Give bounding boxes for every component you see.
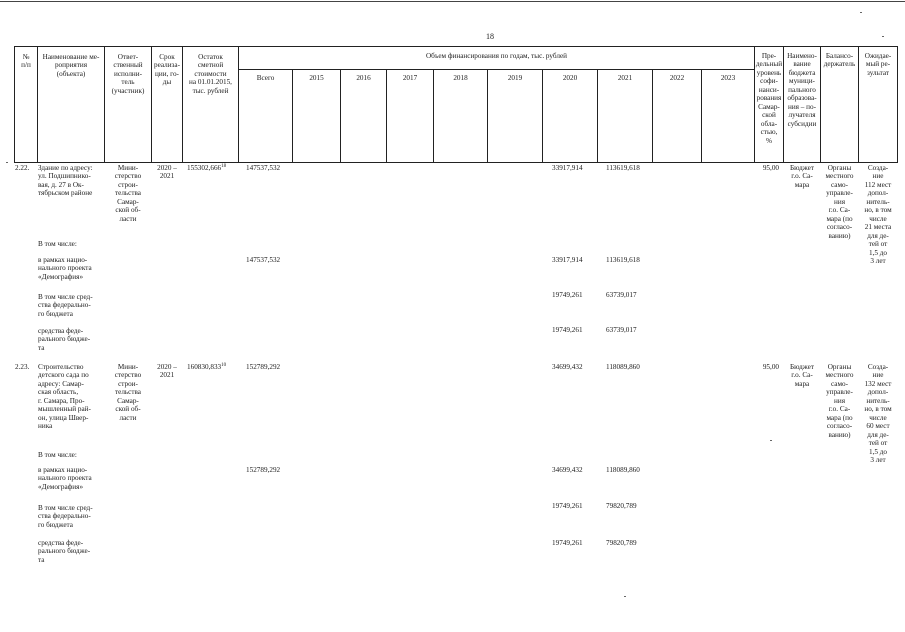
top-rule	[0, 1, 905, 2]
item-holder: Органы местного само- управле- ния г.о. Са- мара (по согласо- ванию)	[825, 363, 854, 439]
header-budget: Наимено- вание бюджета муници- пального образова- ния – по- лучателя субсидии	[787, 52, 817, 128]
scan-speck	[770, 440, 772, 441]
item-num: 2.22.	[15, 164, 30, 172]
sub-row-label: в рамках нацио- нального проекта «Демография»	[38, 256, 92, 281]
header-num: № п/п	[21, 53, 31, 70]
item-2021: 113619,618	[606, 164, 640, 172]
sub-row-total: 147537,532	[246, 256, 281, 264]
item-result: Созда- ние 112 мест допол- нитель- но, в том числе 21 места для де- тей от 1,5 до 3 лет	[864, 164, 892, 266]
sub-row-2020: 33917,914	[552, 256, 583, 264]
header-executor: Ответ- ственный исполни- тель (участник)	[111, 53, 145, 95]
header-result: Ожидае- мый ре- зультат	[864, 52, 892, 77]
item-budget: Бюджет г.о. Са- мара	[790, 363, 814, 388]
header-holder: Балансо- держатель	[823, 52, 856, 69]
item-term: 2020 – 2021	[157, 363, 177, 380]
item-term: 2020 – 2021	[157, 164, 177, 181]
sub-row-2020: 34699,432	[552, 466, 583, 474]
sub-row-2021: 63739,017	[606, 291, 637, 299]
item-total: 152789,292	[246, 363, 281, 371]
header-level: Пре- дельный уровень софи- нанси- рования Самар- ской обла- стью, %	[755, 52, 783, 145]
item-rest-footnote: 18	[221, 164, 227, 169]
item-name: Строительство детского сада по адресу: Самар- ская область, г. Самара, Про- мышленный рай- он, улица Швер- ника	[38, 363, 91, 431]
header-year-2020: 2020	[562, 74, 578, 82]
header-year-2016: 2016	[356, 74, 371, 82]
header-total: Всего	[256, 74, 275, 82]
header-rest: Остаток сметной стоимости на 01.01.2015, тыс. рублей	[189, 53, 232, 95]
sub-row-2021: 63739,017	[606, 326, 637, 334]
item-name: Здание по адресу: ул. Подшипнико- вая, д. 27 в Ок- тябрьском районе	[38, 164, 93, 198]
sub-row-label: средства феде- рального бюдже- та	[38, 327, 91, 352]
header-year-2015: 2015	[309, 74, 324, 82]
header-year-2021: 2021	[617, 74, 633, 82]
item-num: 2.23.	[15, 363, 30, 371]
scan-speck	[860, 12, 862, 13]
item-2021: 118089,860	[606, 363, 640, 371]
scan-speck	[624, 596, 626, 597]
item-executor: Мини- стерство строи- тельства Самар- ской об- ласти	[114, 164, 142, 223]
sub-row-2020: 19749,261	[552, 539, 583, 547]
sub-row-label: в рамках нацио- нального проекта «Демография»	[38, 466, 92, 491]
item-2020: 34699,432	[552, 363, 583, 371]
item-rest-value: 155302,666	[187, 164, 222, 172]
sub-row-2021: 79820,789	[606, 502, 637, 510]
item-executor: Мини- стерство строи- тельства Самар- ской об- ласти	[114, 363, 142, 422]
item-level: 95,00	[762, 164, 779, 172]
header-year-2023: 2023	[720, 74, 736, 82]
header-financing: Объем финансирования по годам, тыс. рублей	[425, 52, 568, 60]
sub-row-label: В том числе:	[38, 240, 77, 248]
item-rest	[187, 164, 239, 172]
item-rest-value: 160830,833	[187, 363, 222, 371]
header-term: Срок реализа- ции, го- ды	[154, 53, 180, 87]
header-year-2018: 2018	[453, 74, 468, 82]
header-year-2022: 2022	[669, 74, 685, 82]
header-year-2019: 2019	[507, 74, 523, 82]
page-number: 18	[486, 32, 494, 41]
item-total: 147537,532	[246, 164, 281, 172]
sub-row-2020: 19749,261	[552, 326, 583, 334]
item-rest	[187, 363, 239, 371]
scan-speck	[6, 162, 8, 163]
sub-row-label: В том числе сред- ства федерально- го бюджета	[38, 293, 93, 318]
sub-row-total: 152789,292	[246, 466, 281, 474]
sub-row-label: В том числе:	[38, 451, 77, 459]
sub-row-label: В том числе сред- ства федерально- го бюджета	[38, 504, 93, 529]
item-level: 95,00	[762, 363, 779, 371]
header-year-2017: 2017	[402, 74, 418, 82]
item-budget: Бюджет г.о. Са- мара	[790, 164, 814, 189]
item-result: Созда- ние 132 мест допол- нитель- но, в том числе 60 мест для де- тей от 1,5 до 3 лет	[864, 363, 892, 465]
sub-row-2021: 118089,860	[606, 466, 640, 474]
sub-row-2020: 19749,261	[552, 291, 583, 299]
sub-row-2020: 19749,261	[552, 502, 583, 510]
item-holder: Органы местного само- управле- ния г.о. Са- мара (по согласо- ванию)	[825, 164, 854, 240]
sub-row-label: средства феде- рального бюдже- та	[38, 539, 91, 564]
item-rest-footnote: 10	[221, 363, 227, 368]
item-2020: 33917,914	[552, 164, 583, 172]
header-name: Наименование ме- роприятия (объекта)	[42, 53, 100, 78]
sub-row-2021: 113619,618	[606, 256, 640, 264]
sub-row-2021: 79820,789	[606, 539, 637, 547]
scan-speck	[882, 36, 884, 37]
